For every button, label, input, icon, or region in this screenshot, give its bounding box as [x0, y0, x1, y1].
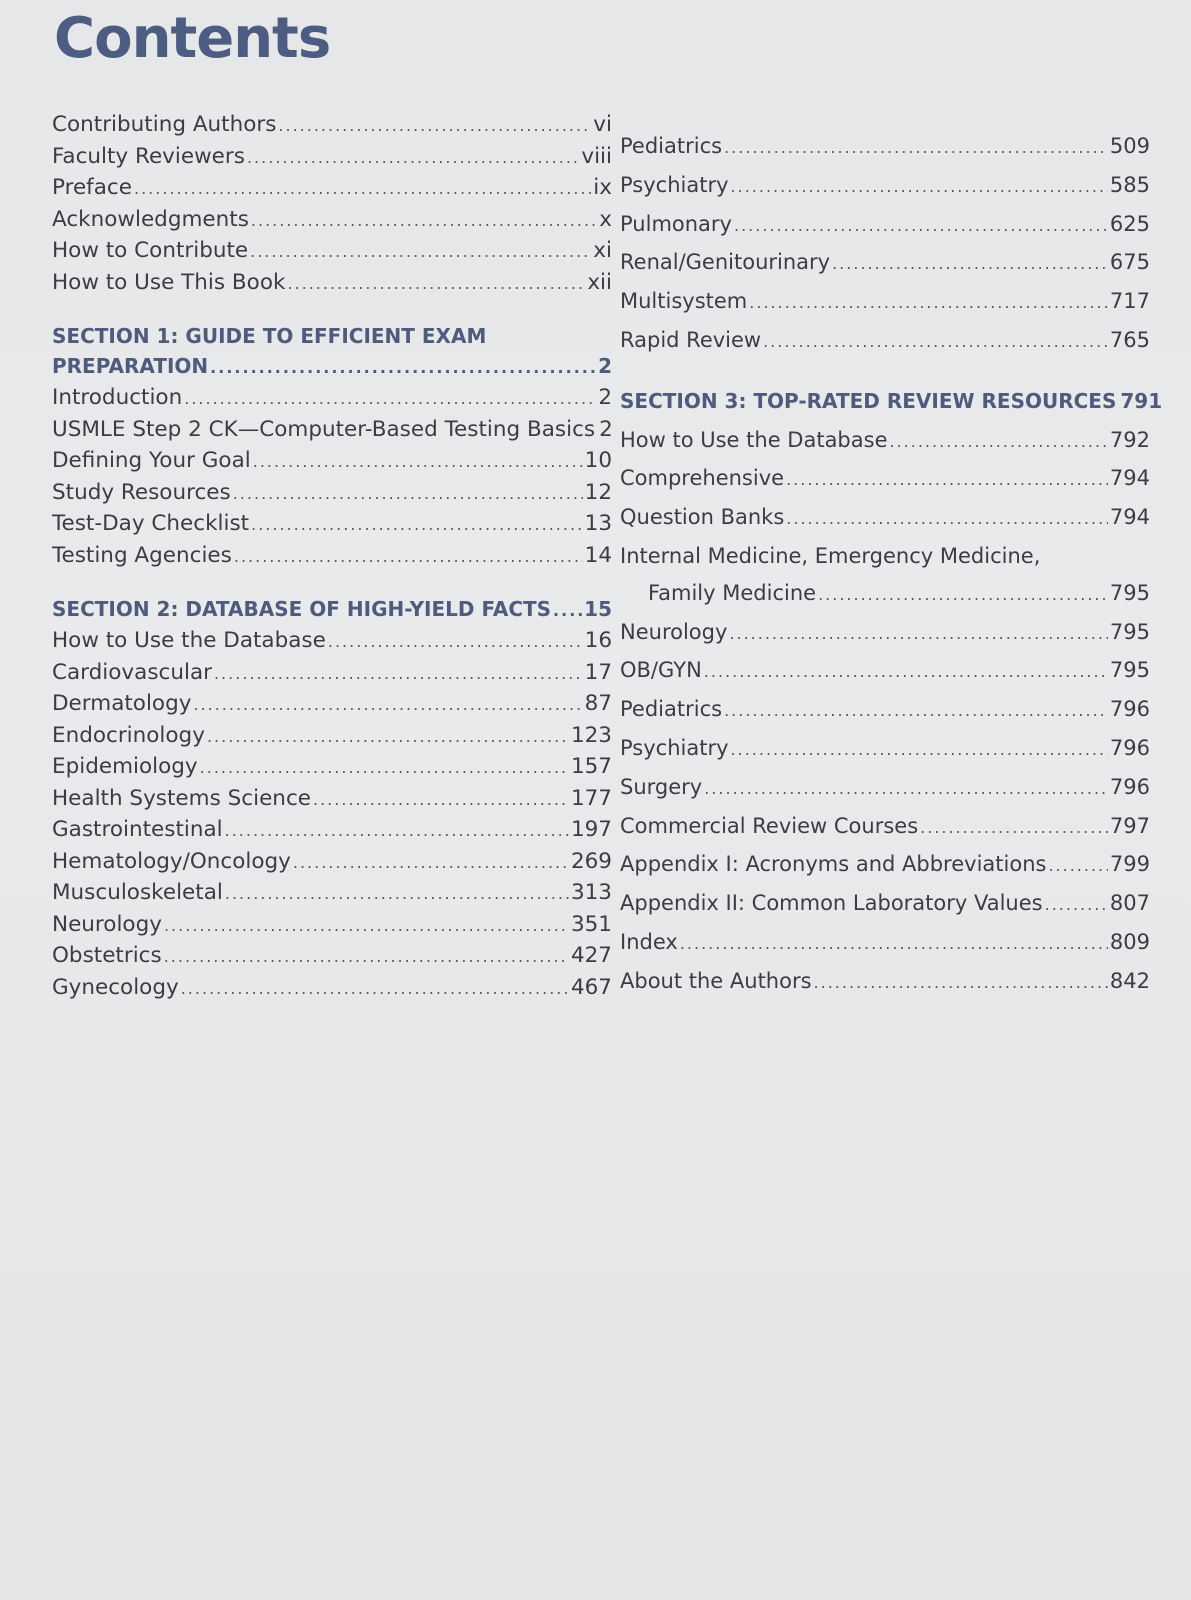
toc-entry-s3b-0[interactable]: Neurology ..... 795 — [620, 614, 1150, 653]
toc-entry-s2c-1[interactable]: Psychiatry ..... 585 — [620, 167, 1150, 206]
toc-entry-front-3[interactable]: Acknowledgments ..... x — [52, 205, 612, 237]
front-matter-list — [52, 110, 612, 299]
toc-entry-s3b-2[interactable]: Pediatrics ..... 796 — [620, 691, 1150, 730]
toc-entry-s1-0[interactable]: Introduction ..... 2 — [52, 383, 612, 415]
page-title: Contents — [54, 6, 331, 71]
toc-entry-s2-11[interactable]: Gynecology ..... 467 — [52, 973, 612, 1005]
toc-entry-front-0[interactable]: Contributing Authors ..... vi — [52, 110, 612, 142]
section-2-continued — [620, 128, 1150, 361]
left-column — [52, 110, 612, 1004]
toc-entry-s2c-0[interactable]: Pediatrics ..... 509 — [620, 128, 1150, 167]
toc-entry-front-4[interactable]: How to Contribute ..... xi — [52, 236, 612, 268]
toc-entry-s2-8[interactable]: Musculoskeletal ..... 313 — [52, 878, 612, 910]
toc-entry-s2c-2[interactable]: Pulmonary ..... 625 — [620, 206, 1150, 245]
toc-entry-s2-5[interactable]: Health Systems Science ..... 177 — [52, 784, 612, 816]
toc-entry-s1-3[interactable]: Study Resources ..... 12 — [52, 478, 612, 510]
toc-entry-s3-0[interactable]: How to Use the Database ..... 792 — [620, 422, 1150, 461]
toc-entry-im-line2[interactable]: Family Medicine ..... 795 — [620, 575, 1150, 614]
toc-entry-s3b-9[interactable]: About the Authors ..... 842 — [620, 963, 1150, 1002]
section-2 — [52, 594, 612, 1004]
toc-entry-s2-6[interactable]: Gastrointestinal ..... 197 — [52, 815, 612, 847]
toc-entry-s2-7[interactable]: Hematology/Oncology ..... 269 — [52, 847, 612, 879]
toc-entry-s3b-3[interactable]: Psychiatry ..... 796 — [620, 730, 1150, 769]
section-1-heading[interactable]: PREPARATION ..... 2 — [52, 351, 612, 383]
toc-entry-s3b-7[interactable]: Appendix II: Common Laboratory Values ..... 807 — [620, 885, 1150, 924]
toc-entry-s2c-5[interactable]: Rapid Review ..... 765 — [620, 322, 1150, 361]
right-column — [620, 128, 1163, 1002]
toc-entry-s3b-6[interactable]: Appendix I: Acronyms and Abbreviations ..... 799 — [620, 846, 1150, 885]
toc-entry-s2-9[interactable]: Neurology ..... 351 — [52, 910, 612, 942]
toc-entry-s1-5[interactable]: Testing Agencies ..... 14 — [52, 541, 612, 573]
toc-entry-s1-1[interactable]: USMLE Step 2 CK—Computer-Based Testing Basics 2 — [52, 416, 613, 442]
section-3-heading[interactable]: SECTION 3: TOP-RATED REVIEW RESOURCES 791 — [620, 388, 1163, 413]
toc-entry-s3b-8[interactable]: Index ..... 809 — [620, 924, 1150, 963]
toc-entry-s3b-1[interactable]: OB/GYN ..... 795 — [620, 652, 1150, 691]
toc-entry-front-1[interactable]: Faculty Reviewers ..... viii — [52, 142, 612, 174]
section-1 — [52, 321, 612, 572]
toc-entry-s3-2[interactable]: Question Banks ..... 794 — [620, 499, 1150, 538]
toc-entry-s2-2[interactable]: Dermatology ..... 87 — [52, 689, 612, 721]
section-1-heading-line1[interactable]: SECTION 1: GUIDE TO EFFICIENT EXAM — [52, 324, 487, 348]
toc-entry-s2-3[interactable]: Endocrinology ..... 123 — [52, 721, 612, 753]
toc-entry-s1-2[interactable]: Defining Your Goal ..... 10 — [52, 446, 612, 478]
toc-entry-s2-4[interactable]: Epidemiology ..... 157 — [52, 752, 612, 784]
toc-entry-front-2[interactable]: Preface ..... ix — [52, 173, 612, 205]
toc-entry-s3b-5[interactable]: Commercial Review Courses ..... 797 — [620, 808, 1150, 847]
toc-entry-s2-1[interactable]: Cardiovascular ..... 17 — [52, 658, 612, 690]
toc-entry-front-5[interactable]: How to Use This Book ..... xii — [52, 268, 612, 300]
toc-entry-s2c-3[interactable]: Renal/Genitourinary ..... 675 — [620, 244, 1150, 283]
toc-entry-s2-0[interactable]: How to Use the Database ..... 16 — [52, 626, 612, 658]
section-2-heading[interactable]: SECTION 2: DATABASE OF HIGH-YIELD FACTS ..... 15 — [52, 594, 612, 626]
toc-entry-s3-1[interactable]: Comprehensive ..... 794 — [620, 460, 1150, 499]
section-3 — [620, 383, 1163, 1002]
toc-entry-im-line1[interactable]: Internal Medicine, Emergency Medicine, — [620, 543, 1041, 568]
toc-entry-s3b-4[interactable]: Surgery ..... 796 — [620, 769, 1150, 808]
toc-entry-s1-4[interactable]: Test-Day Checklist ..... 13 — [52, 509, 612, 541]
toc-entry-s2c-4[interactable]: Multisystem ..... 717 — [620, 283, 1150, 322]
toc-entry-s2-10[interactable]: Obstetrics ..... 427 — [52, 941, 612, 973]
